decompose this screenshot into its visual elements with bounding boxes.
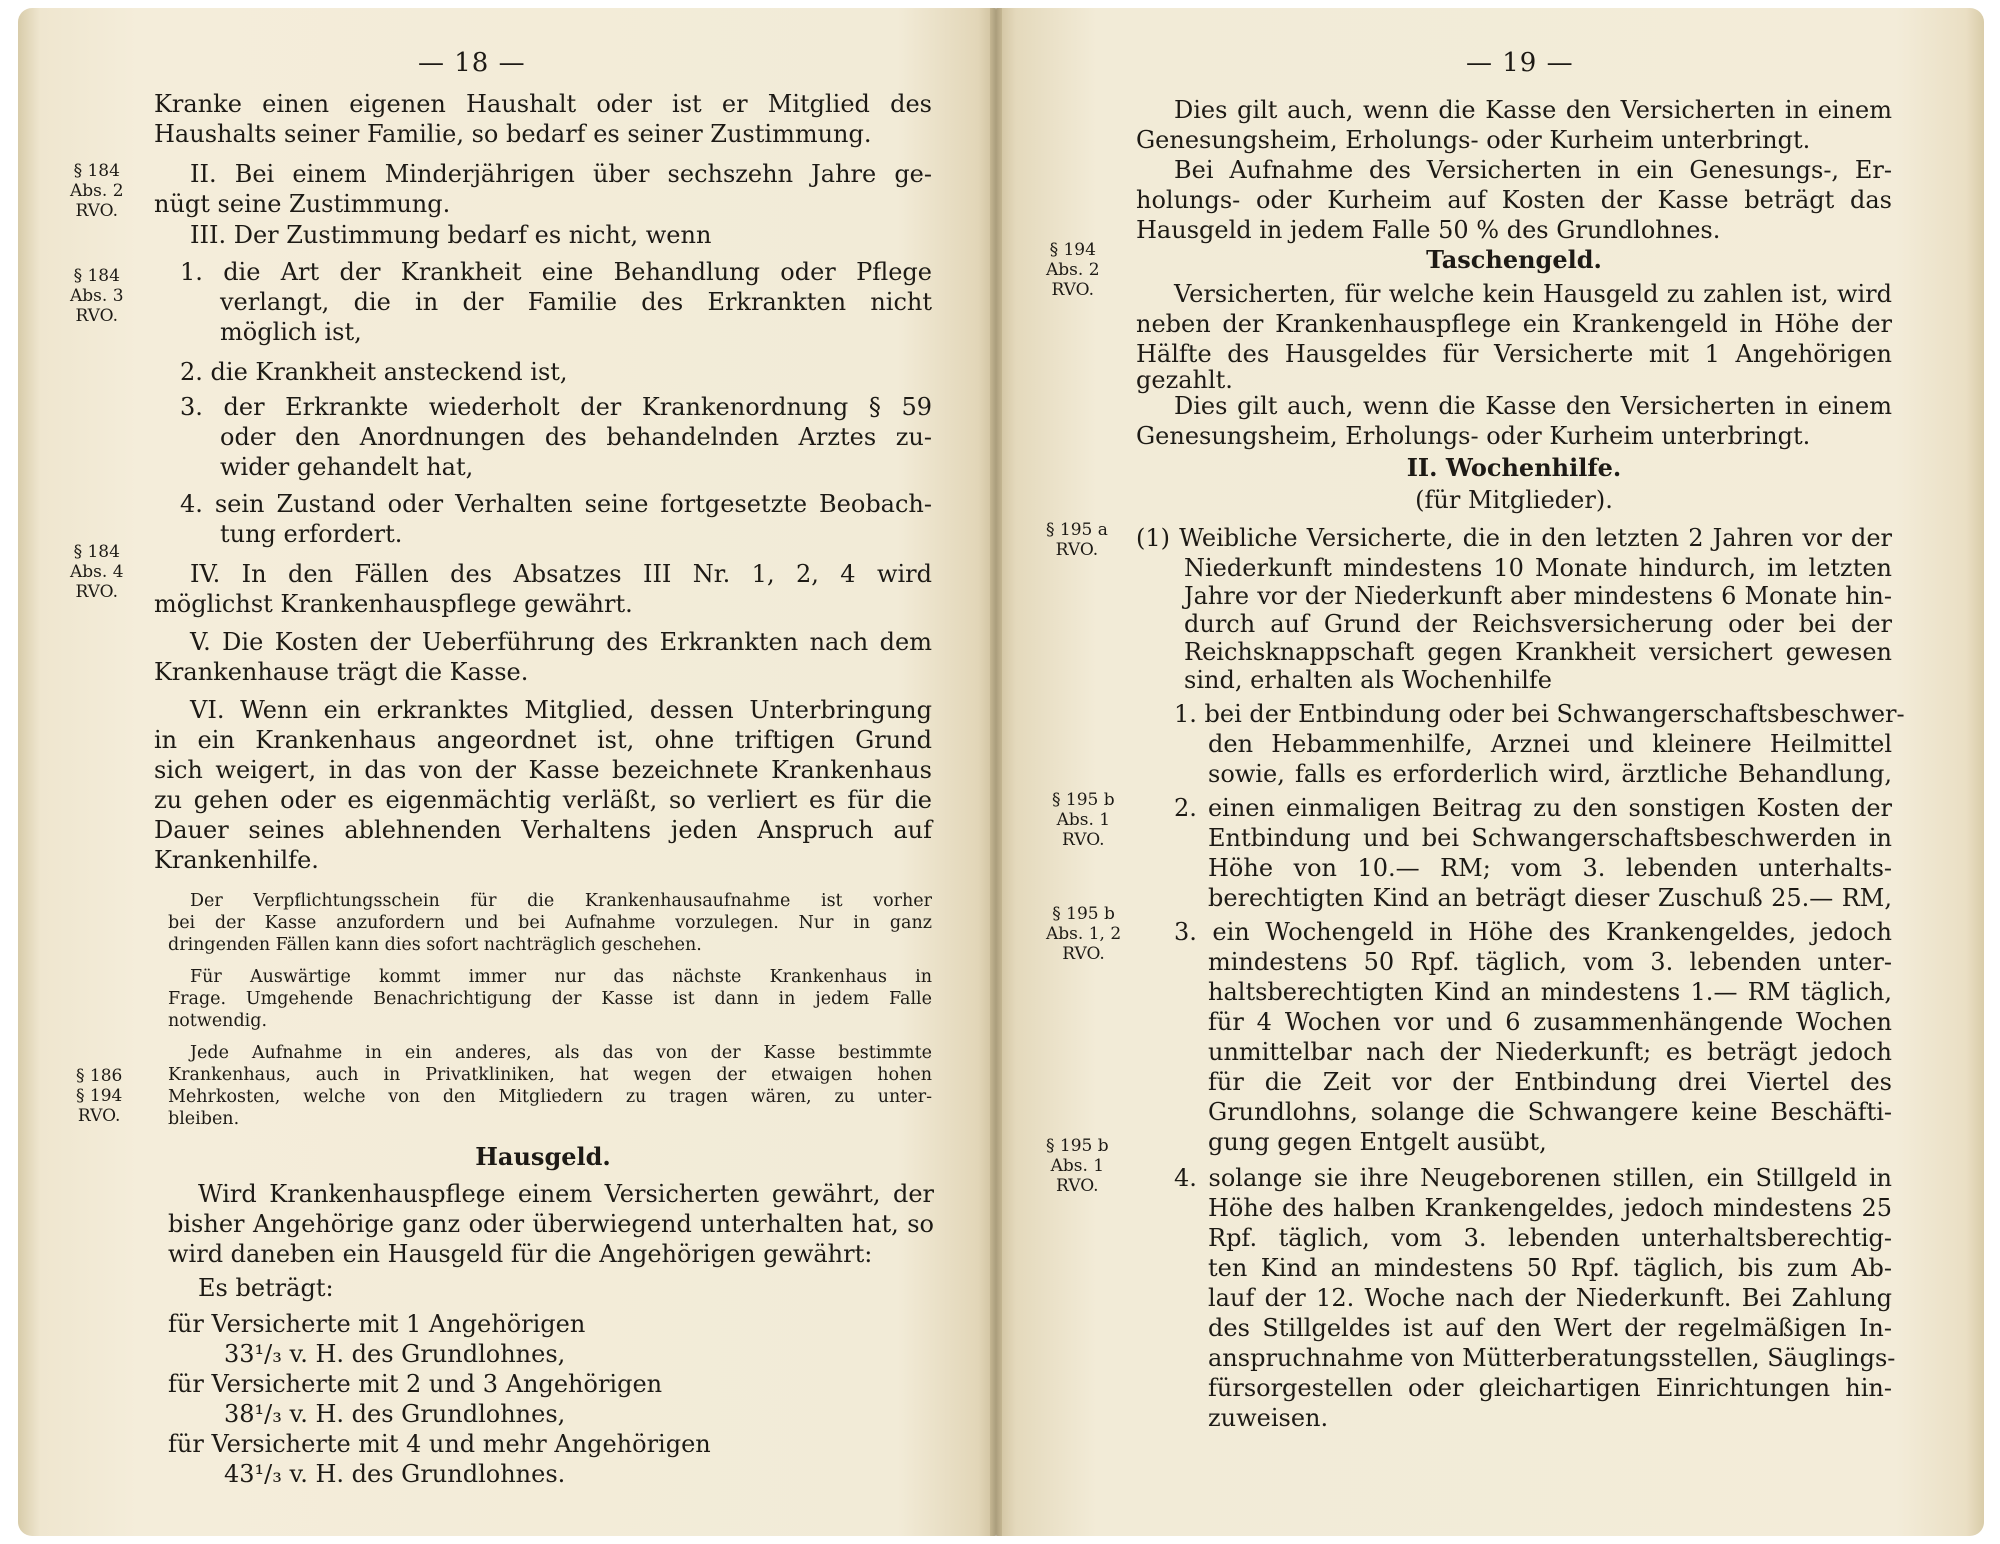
text-line: Kranke einen eigenen Haushalt oder ist er Mitglied des xyxy=(154,90,932,118)
text-line: für Versicherte mit 1 Angehörigen xyxy=(168,1310,586,1338)
text-line: IV. In den Fällen des Absatzes III Nr. 1, 2, 4 wird xyxy=(190,560,932,588)
margin-note: § 184 Abs. 4 RVO. xyxy=(70,542,124,602)
text-line: Hausgeld in jedem Falle 50 % des Grundlohnes. xyxy=(1136,216,1721,244)
text-line: III. Der Zustimmung bedarf es nicht, wenn xyxy=(190,221,712,249)
text-line: Höhe von 10.— RM; vom 3. lebenden unterhalts- xyxy=(1208,854,1892,882)
text-line: 1. bei der Entbindung oder bei Schwangerschaftsbeschwer- xyxy=(1174,700,1905,728)
text-line: für Versicherte mit 2 und 3 Angehörigen xyxy=(168,1370,663,1398)
text-line: möglichst Krankenhauspflege gewährt. xyxy=(154,590,633,618)
text-line: berechtigten Kind an beträgt dieser Zuschuß 25.— RM, xyxy=(1208,884,1892,912)
text-line: gung gegen Entgelt ausübt, xyxy=(1208,1128,1547,1156)
text-line: ten Kind an mindestens 50 Rpf. täglich, bis zum Ab- xyxy=(1208,1254,1892,1282)
margin-note: § 184 Abs. 3 RVO. xyxy=(70,266,124,326)
text-line: bisher Angehörige ganz oder überwiegend unterhalten hat, so xyxy=(168,1210,934,1238)
text-line: mindestens 50 Rpf. täglich, vom 3. lebenden unter- xyxy=(1208,948,1892,976)
margin-note: § 186 § 194 RVO. xyxy=(76,1066,123,1126)
section-heading: Hausgeld. xyxy=(475,1142,611,1171)
text-line: sowie, falls es erforderlich wird, ärztliche Behandlung, xyxy=(1208,760,1892,788)
page-number: — 19 — xyxy=(1466,48,1574,78)
text-line: Niederkunft mindestens 10 Monate hindurch, im letzten xyxy=(1184,554,1892,582)
margin-note: § 195 b Abs. 1, 2 RVO. xyxy=(1046,904,1122,964)
section-heading: Taschengeld. xyxy=(1426,245,1602,274)
text-line: Bei Aufnahme des Versicherten in ein Genesungs-, Er- xyxy=(1174,156,1892,184)
text-line: wird daneben ein Hausgeld für die Angehörigen gewährt: xyxy=(168,1240,873,1268)
note-line: Der Verpflichtungsschein für die Krankenhausaufnahme ist vorher xyxy=(190,891,932,911)
text-line: 2. einen einmaligen Beitrag zu den sonstigen Kosten der xyxy=(1174,794,1892,822)
page-number: — 18 — xyxy=(418,48,526,78)
text-line: Genesungsheim, Erholungs- oder Kurheim unterbringt. xyxy=(1136,126,1811,154)
text-line: neben der Krankenhauspflege ein Krankengeld in Höhe der xyxy=(1136,310,1892,338)
text-line: II. Bei einem Minderjährigen über sechszehn Jahre ge- xyxy=(190,160,932,188)
note-line: Frage. Umgehende Benachrichtigung der Kasse ist dann in jedem Falle xyxy=(168,989,932,1009)
note-line: Für Auswärtige kommt immer nur das nächste Krankenhaus in xyxy=(190,967,932,987)
text-line: für Versicherte mit 4 und mehr Angehörigen xyxy=(168,1430,711,1458)
text-line: Grundlohns, solange die Schwangere keine Beschäfti- xyxy=(1208,1098,1892,1126)
text-line: Entbindung und bei Schwangerschaftsbeschwerden in xyxy=(1208,824,1892,852)
note-line: notwendig. xyxy=(168,1011,268,1031)
margin-note: § 195 b Abs. 1 RVO. xyxy=(1052,790,1115,850)
text-line: nügt seine Zustimmung. xyxy=(154,190,451,218)
text-line: Dauer seines ablehnenden Verhaltens jeden Anspruch auf xyxy=(154,816,932,844)
text-line: 3. der Erkrankte wiederholt der Krankenordnung § 59 xyxy=(180,393,932,421)
text-line: zuweisen. xyxy=(1208,1404,1329,1432)
text-line: zu gehen oder es eigenmächtig verläßt, so verliert es für die xyxy=(154,786,932,814)
note-line: bleiben. xyxy=(168,1109,240,1129)
text-line: Genesungsheim, Erholungs- oder Kurheim unterbringt. xyxy=(1136,422,1811,450)
text-line: lauf der 12. Woche nach der Niederkunft. Bei Zahlung xyxy=(1208,1284,1892,1312)
text-line: verlangt, die in der Familie des Erkrankten nicht xyxy=(220,288,932,316)
text-line: wider gehandelt hat, xyxy=(220,453,474,481)
text-line: Dies gilt auch, wenn die Kasse den Versicherten in einem xyxy=(1174,392,1892,420)
text-line: Versicherten, für welche kein Hausgeld zu zahlen ist, wird xyxy=(1174,280,1892,308)
right-page xyxy=(996,8,1984,1536)
margin-note: § 184 Abs. 2 RVO. xyxy=(70,161,124,221)
text-line: Dies gilt auch, wenn die Kasse den Versicherten in einem xyxy=(1174,96,1892,124)
text-line: in ein Krankenhaus angeordnet ist, ohne triftigen Grund xyxy=(154,726,932,754)
text-line: den Hebammenhilfe, Arznei und kleinere Heilmittel xyxy=(1208,730,1892,758)
text-line: V. Die Kosten der Ueberführung des Erkrankten nach dem xyxy=(190,628,932,656)
text-line: sind, erhalten als Wochenhilfe xyxy=(1184,666,1552,694)
note-line: Mehrkosten, welche von den Mitgliedern zu tragen wären, zu unter- xyxy=(168,1087,932,1107)
text-line: sich weigert, in das von der Kasse bezeichnete Krankenhaus xyxy=(154,756,932,784)
text-line: gezahlt. xyxy=(1136,366,1233,394)
text-line: Jahre vor der Niederkunft aber mindestens 6 Monate hin- xyxy=(1184,582,1892,610)
section-heading: II. Wochenhilfe. xyxy=(1406,453,1622,482)
text-line: 43¹/₃ v. H. des Grundlohnes. xyxy=(224,1460,566,1488)
text-line: VI. Wenn ein erkranktes Mitglied, dessen Unterbringung xyxy=(190,696,932,724)
text-line: 3. ein Wochengeld in Höhe des Krankengeldes, jedoch xyxy=(1174,918,1892,946)
text-line: Wird Krankenhauspflege einem Versicherten gewährt, der xyxy=(198,1180,934,1208)
text-line: für die Zeit vor der Entbindung drei Viertel des xyxy=(1208,1068,1892,1096)
text-line: 1. die Art der Krankheit eine Behandlung oder Pflege xyxy=(180,258,932,286)
margin-note: § 195 a RVO. xyxy=(1046,520,1108,560)
margin-note: § 194 Abs. 2 RVO. xyxy=(1046,240,1100,300)
section-subheading: (für Mitglieder). xyxy=(1415,486,1613,514)
text-line: Rpf. täglich, vom 3. lebenden unterhaltsberechtig- xyxy=(1208,1224,1892,1252)
note-line: dringenden Fällen kann dies sofort nachträglich geschehen. xyxy=(168,935,702,955)
text-line: (1) Weibliche Versicherte, die in den letzten 2 Jahren vor der xyxy=(1136,524,1892,552)
text-line: für 4 Wochen vor und 6 zusammenhängende Wochen xyxy=(1208,1008,1892,1036)
note-line: Jede Aufnahme in ein anderes, als das von der Kasse bestimmte xyxy=(190,1043,932,1063)
margin-note: § 195 b Abs. 1 RVO. xyxy=(1046,1136,1109,1196)
open-book xyxy=(18,8,1984,1536)
text-line: 4. sein Zustand oder Verhalten seine fortgesetzte Beobach- xyxy=(180,490,932,518)
note-line: bei der Kasse anzufordern und bei Aufnahme vorzulegen. Nur in ganz xyxy=(168,913,932,933)
text-line: unmittelbar nach der Niederkunft; es beträgt jedoch xyxy=(1208,1038,1892,1066)
text-line: Krankenhilfe. xyxy=(154,846,319,874)
text-line: möglich ist, xyxy=(220,318,362,346)
text-line: 33¹/₃ v. H. des Grundlohnes, xyxy=(224,1340,566,1368)
text-line: Hälfte des Hausgeldes für Versicherte mit 1 Angehörigen xyxy=(1136,340,1892,368)
note-line: Krankenhaus, auch in Privatkliniken, hat wegen der etwaigen hohen xyxy=(168,1065,932,1085)
text-line: holungs- oder Kurheim auf Kosten der Kasse beträgt das xyxy=(1136,186,1892,214)
text-line: anspruchnahme von Mütterberatungsstellen, Säuglings- xyxy=(1208,1344,1896,1372)
book-gutter xyxy=(990,8,1002,1536)
text-line: des Stillgeldes ist auf den Wert der regelmäßigen In- xyxy=(1208,1314,1892,1342)
text-line: 4. solange sie ihre Neugeborenen stillen, ein Stillgeld in xyxy=(1174,1164,1892,1192)
text-line: Haushalts seiner Familie, so bedarf es seiner Zustimmung. xyxy=(154,120,872,148)
text-line: Höhe des halben Krankengeldes, jedoch mindestens 25 xyxy=(1208,1194,1892,1222)
text-line: Reichsknappschaft gegen Krankheit versichert gewesen xyxy=(1184,638,1892,666)
text-line: 2. die Krankheit ansteckend ist, xyxy=(180,358,568,386)
text-line: Krankenhause trägt die Kasse. xyxy=(154,658,529,686)
text-line: fürsorgestellen oder gleichartigen Einrichtungen hin- xyxy=(1208,1374,1892,1402)
text-line: haltsberechtigten Kind an mindestens 1.— RM täglich, xyxy=(1208,978,1892,1006)
text-line: tung erfordert. xyxy=(220,520,403,548)
left-page xyxy=(18,8,996,1536)
text-line: durch auf Grund der Reichsversicherung oder bei der xyxy=(1184,610,1892,638)
text-line: 38¹/₃ v. H. des Grundlohnes, xyxy=(224,1400,566,1428)
text-line: oder den Anordnungen des behandelnden Arztes zu- xyxy=(220,423,932,451)
text-line: Es beträgt: xyxy=(198,1274,334,1302)
